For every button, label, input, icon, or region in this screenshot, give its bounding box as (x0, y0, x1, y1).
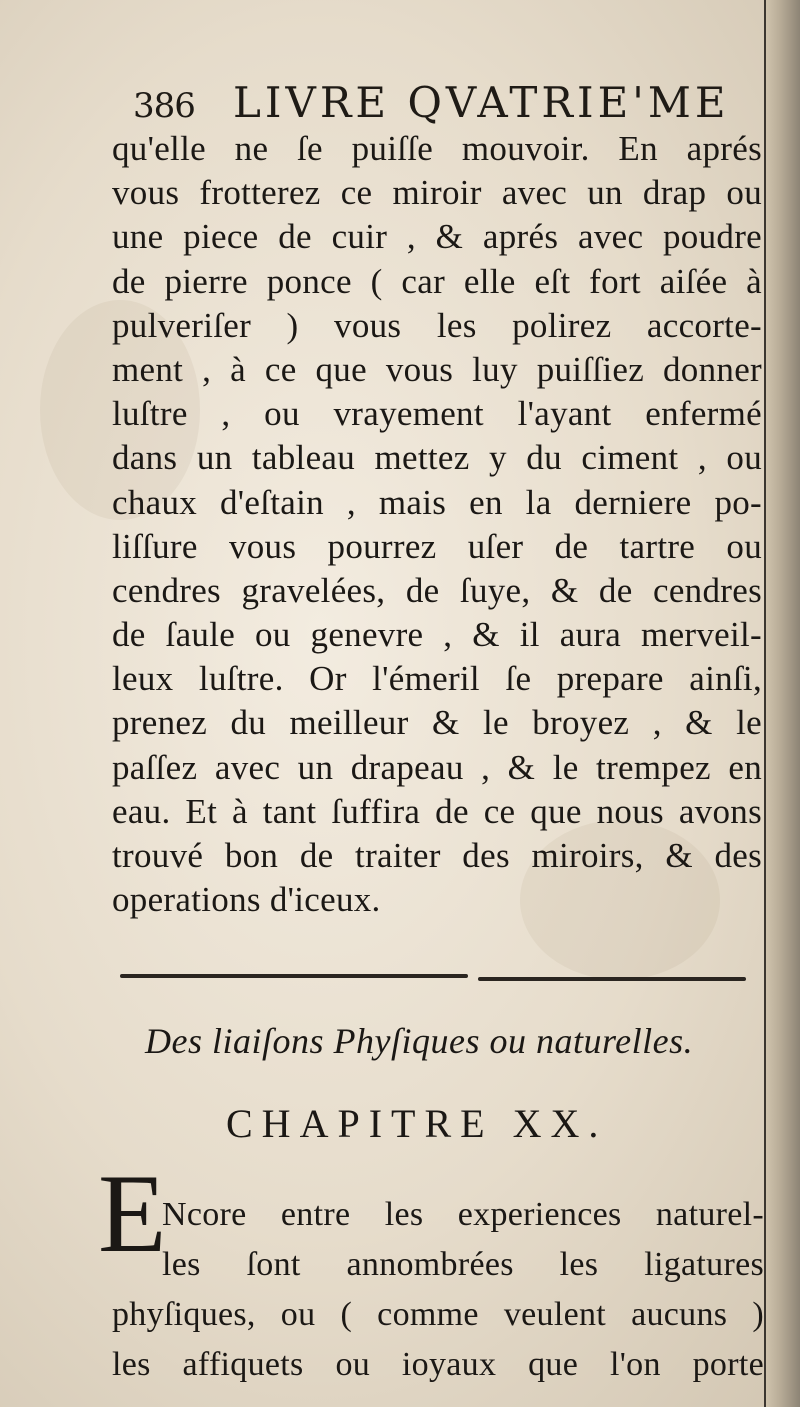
drop-cap: E (98, 1152, 167, 1276)
text-line: prenez du meilleur & le broyez , & le (112, 703, 762, 743)
text-line: chaux d'eſtain , mais en la derniere po- (112, 482, 762, 522)
running-head: LIVRE QVATRIE'ME (233, 78, 730, 127)
text-line: leux luſtre. Or l'émeril ſe prepare ainſi, (112, 659, 762, 699)
body-text (112, 127, 762, 922)
text-line: operations d'iceux. (112, 880, 381, 920)
section-rule (120, 974, 468, 978)
text-line: dans un tableau mettez y du ciment , ou (112, 438, 762, 478)
text-line: les ſont annombrées les ligatures (162, 1246, 764, 1283)
text-line: vous frotterez ce miroir avec un drap ou (112, 173, 762, 213)
text-line: pulveriſer ) vous les polirez accorte- (112, 305, 762, 345)
text-line: Ncore entre les experiences naturel- (162, 1196, 764, 1233)
text-line: luſtre , ou vrayement l'ayant enfermé (112, 394, 762, 434)
text-line: eau. Et à tant ſuffira de ce que nous avons (112, 791, 762, 831)
text-line: de pierre ponce ( car elle eſt fort aiſée à (112, 261, 762, 301)
text-line: trouvé bon de traiter des miroirs, & des (112, 836, 762, 875)
chapter-title: CHAPITRE XX. (226, 1101, 608, 1146)
text-line: paſſez avec un drapeau , & le trempez en (112, 747, 762, 787)
text-line: de ſaule ou genevre , & il aura merveil- (112, 615, 762, 655)
text-line: cendres gravelées, de ſuye, & de cendres (112, 570, 762, 610)
section-subtitle: Des liaiſons Phyſiques ou naturelles. (145, 1021, 694, 1061)
text-line: les affiquets ou ioyaux que l'on porte (112, 1346, 764, 1383)
text-line: phyſiques, ou ( comme veulent aucuns ) (112, 1296, 764, 1333)
page-number: 386 (133, 86, 195, 126)
chapter-text (112, 1190, 764, 1390)
page-header (133, 72, 773, 134)
page-gutter (764, 0, 800, 1407)
text-line: ment , à ce que vous luy puiſſiez donner (112, 349, 762, 389)
text-line: liſſure vous pourrez uſer de tartre ou (112, 526, 762, 566)
text-line: une piece de cuir , & aprés avec poudre (112, 217, 762, 257)
text-line: qu'elle ne ſe puiſſe mouvoir. En aprés (112, 129, 762, 168)
section-rule (478, 977, 746, 981)
